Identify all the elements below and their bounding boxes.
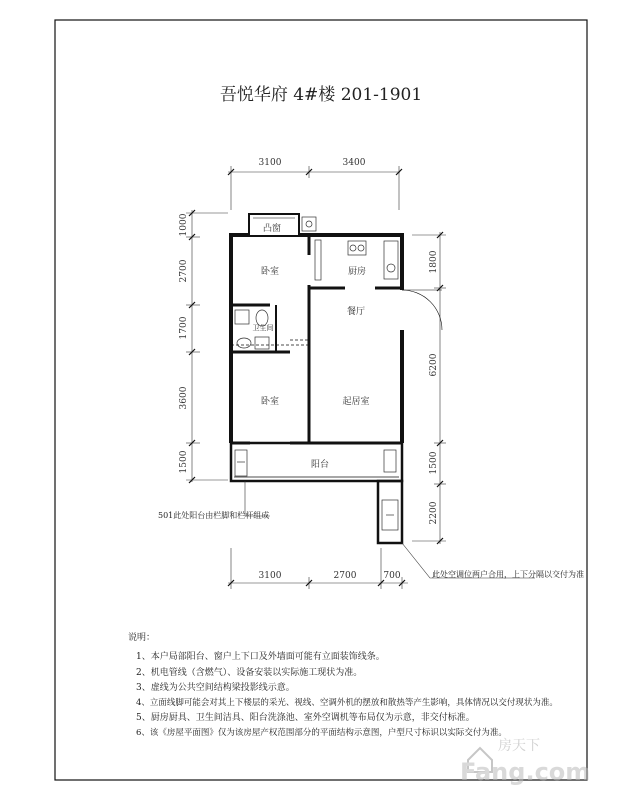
dim-top-1: 3100 — [258, 158, 282, 168]
note-2: 2、机电管线（含燃气）、设备安装以实际施工现状为准。 — [136, 668, 363, 678]
dim-right-3: 1500 — [429, 451, 439, 475]
room-bay-window: 凸窗 — [262, 224, 282, 234]
watermark-en: Fang.com — [460, 758, 591, 786]
dim-bottom-2: 2700 — [333, 571, 357, 581]
room-bedroom-top: 卧室 — [260, 267, 280, 277]
note-4: 4、立面线脚可能会对其上下楼层的采光、视线、空调外机的摆放和散热等产生影响，具体情况以交付现状为准。 — [136, 698, 558, 708]
dim-left-1: 1000 — [179, 213, 189, 237]
sheet-border — [55, 20, 587, 780]
dim-right-4: 2200 — [429, 501, 439, 525]
note-5: 5、厨房厨具、卫生间洁具、阳台洗涤池、室外空调机等布局仅为示意，非交付标准。 — [136, 713, 475, 723]
note-6: 6、该《房屋平面图》仅为该房屋产权范围部分的平面结构示意图，户型尺寸标识以实际交付为准。 — [136, 728, 507, 738]
dim-bottom-1: 3100 — [258, 571, 282, 581]
walls — [229, 214, 442, 543]
note-3: 3、虚线为公共空间结构梁投影线示意。 — [136, 683, 295, 693]
fixtures — [235, 217, 398, 530]
plan-title: 吾悦华府 4#楼 201-1901 — [219, 85, 423, 105]
room-balcony: 阳台 — [310, 460, 330, 470]
notes-title: 说明： — [128, 633, 156, 643]
room-living: 起居室 — [342, 397, 370, 407]
watermark-cn: 房天下 — [498, 738, 540, 754]
dim-left-2: 2700 — [179, 259, 189, 283]
dim-right-1: 1800 — [429, 250, 439, 274]
dim-left-3: 1700 — [179, 316, 189, 340]
dim-right-2: 6200 — [429, 353, 439, 377]
annotation-left: 501此处阳台由栏脚和栏杆组成 — [158, 511, 270, 520]
room-dining: 餐厅 — [346, 307, 366, 317]
leader-lines — [245, 481, 535, 578]
watermark — [460, 737, 590, 786]
dimension-ticks — [189, 169, 443, 586]
dim-left-5: 1500 — [179, 450, 189, 474]
room-bathroom: 卫生间 — [252, 324, 274, 332]
dim-left-4: 3600 — [179, 386, 189, 410]
note-1: 1、本户局部阳台、窗户上下口及外墙面可能有立面装饰线条。 — [136, 652, 385, 662]
dim-top-2: 3400 — [342, 158, 366, 168]
room-kitchen: 厨房 — [347, 267, 367, 277]
room-bedroom-bottom: 卧室 — [260, 397, 280, 407]
dim-bottom-3: 700 — [383, 571, 401, 581]
annotation-right: 此处空调位两户合用，上下分隔以交付为准 — [432, 570, 584, 579]
